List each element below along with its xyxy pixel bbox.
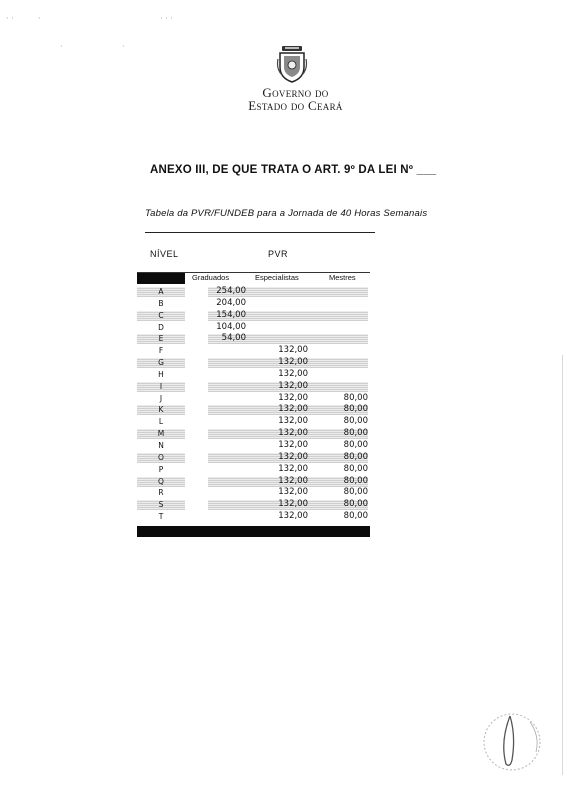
cell-mestres: 80,00 bbox=[343, 416, 368, 427]
scan-speck: · · · bbox=[160, 14, 173, 23]
table-row bbox=[137, 404, 370, 416]
cell-level: T bbox=[158, 512, 164, 522]
table-row bbox=[137, 499, 370, 511]
table-caption: Tabela da PVR/FUNDEB para a Jornada de 40 Horas Semanais bbox=[145, 208, 428, 219]
cell-especialistas: 132,00 bbox=[278, 368, 308, 379]
table-row bbox=[137, 511, 370, 523]
annex-title: ANEXO III, DE QUE TRATA O ART. 9º DA LEI Nº ___ bbox=[150, 164, 437, 176]
cell-mestres: 80,00 bbox=[343, 451, 368, 462]
caption-rule bbox=[145, 232, 375, 233]
government-line-2: Estado do Ceará bbox=[248, 98, 343, 113]
cell-mestres: 80,00 bbox=[343, 463, 368, 474]
cell-mestres: 80,00 bbox=[343, 392, 368, 403]
table-row bbox=[137, 298, 370, 310]
table-row bbox=[137, 345, 370, 357]
table-body bbox=[137, 286, 370, 523]
cell-especialistas: 132,00 bbox=[278, 463, 308, 474]
table-row bbox=[137, 428, 370, 440]
table-header-top bbox=[137, 238, 370, 272]
cell-level: E bbox=[137, 334, 185, 344]
cell-level: K bbox=[137, 405, 185, 415]
scan-speck: · bbox=[122, 42, 125, 51]
coat-of-arms-icon bbox=[276, 45, 308, 83]
table-row bbox=[137, 440, 370, 452]
table-row bbox=[137, 286, 370, 298]
cell-level: M bbox=[137, 429, 185, 439]
cell-mestres: 80,00 bbox=[343, 511, 368, 522]
cell-graduados: 54,00 bbox=[221, 333, 246, 344]
cell-graduados: 104,00 bbox=[216, 321, 246, 332]
cell-especialistas: 132,00 bbox=[278, 416, 308, 427]
cell-especialistas: 132,00 bbox=[278, 451, 308, 462]
cell-mestres: 80,00 bbox=[343, 487, 368, 498]
header-black-block bbox=[137, 273, 185, 284]
cell-especialistas: 132,00 bbox=[278, 487, 308, 498]
cell-mestres: 80,00 bbox=[343, 404, 368, 415]
header-graduados: Graduados bbox=[192, 273, 230, 282]
cell-especialistas: 132,00 bbox=[278, 499, 308, 510]
cell-level: R bbox=[158, 488, 164, 498]
table-row bbox=[137, 381, 370, 393]
table-row bbox=[137, 333, 370, 345]
cell-level: N bbox=[158, 440, 164, 450]
table-row bbox=[137, 476, 370, 488]
header-mestres: Mestres bbox=[329, 273, 356, 282]
signature-stamp-icon bbox=[470, 702, 550, 778]
cell-especialistas: 132,00 bbox=[278, 475, 308, 486]
cell-especialistas: 132,00 bbox=[278, 428, 308, 439]
cell-level: O bbox=[137, 453, 185, 463]
cell-mestres: 80,00 bbox=[343, 428, 368, 439]
table-header-sub bbox=[137, 272, 370, 286]
header-pvr: PVR bbox=[268, 249, 289, 259]
cell-mestres: 80,00 bbox=[343, 499, 368, 510]
cell-especialistas: 132,00 bbox=[278, 404, 308, 415]
cell-especialistas: 132,00 bbox=[278, 439, 308, 450]
table-row bbox=[137, 416, 370, 428]
table-footer-bar bbox=[137, 526, 370, 537]
cell-level: H bbox=[158, 369, 164, 379]
table-row bbox=[137, 464, 370, 476]
cell-especialistas: 132,00 bbox=[278, 357, 308, 368]
cell-especialistas: 132,00 bbox=[278, 380, 308, 391]
cell-level: C bbox=[137, 311, 185, 321]
cell-level: A bbox=[137, 287, 185, 297]
scan-speck: · · bbox=[6, 14, 14, 23]
cell-level: L bbox=[158, 417, 164, 427]
cell-level: G bbox=[137, 358, 185, 368]
table-row bbox=[137, 393, 370, 405]
header-nivel: NÍVEL bbox=[150, 249, 179, 259]
cell-level: D bbox=[158, 322, 164, 332]
cell-level: S bbox=[137, 500, 185, 510]
scan-speck: · bbox=[38, 14, 41, 23]
cell-graduados: 204,00 bbox=[216, 297, 246, 308]
cell-graduados: 254,00 bbox=[216, 286, 246, 296]
scan-speck: · bbox=[60, 42, 63, 51]
scan-edge-line bbox=[562, 355, 563, 775]
cell-level: B bbox=[158, 298, 164, 308]
cell-level: Q bbox=[137, 477, 185, 487]
cell-graduados: 154,00 bbox=[216, 309, 246, 320]
table-row bbox=[137, 487, 370, 499]
table-row bbox=[137, 369, 370, 381]
cell-mestres: 80,00 bbox=[343, 475, 368, 486]
table-row bbox=[137, 310, 370, 322]
table-row bbox=[137, 322, 370, 334]
cell-especialistas: 132,00 bbox=[278, 511, 308, 522]
cell-level: F bbox=[158, 346, 164, 356]
cell-level: J bbox=[159, 393, 163, 403]
table-row bbox=[137, 357, 370, 369]
cell-especialistas: 132,00 bbox=[278, 392, 308, 403]
cell-mestres: 80,00 bbox=[343, 439, 368, 450]
cell-level: P bbox=[158, 464, 164, 474]
header-especialistas: Especialistas bbox=[255, 273, 299, 282]
cell-especialistas: 132,00 bbox=[278, 345, 308, 356]
table-row bbox=[137, 452, 370, 464]
government-line-1: Governo do bbox=[262, 85, 329, 100]
pvr-table bbox=[137, 238, 370, 537]
cell-level: I bbox=[137, 382, 185, 392]
